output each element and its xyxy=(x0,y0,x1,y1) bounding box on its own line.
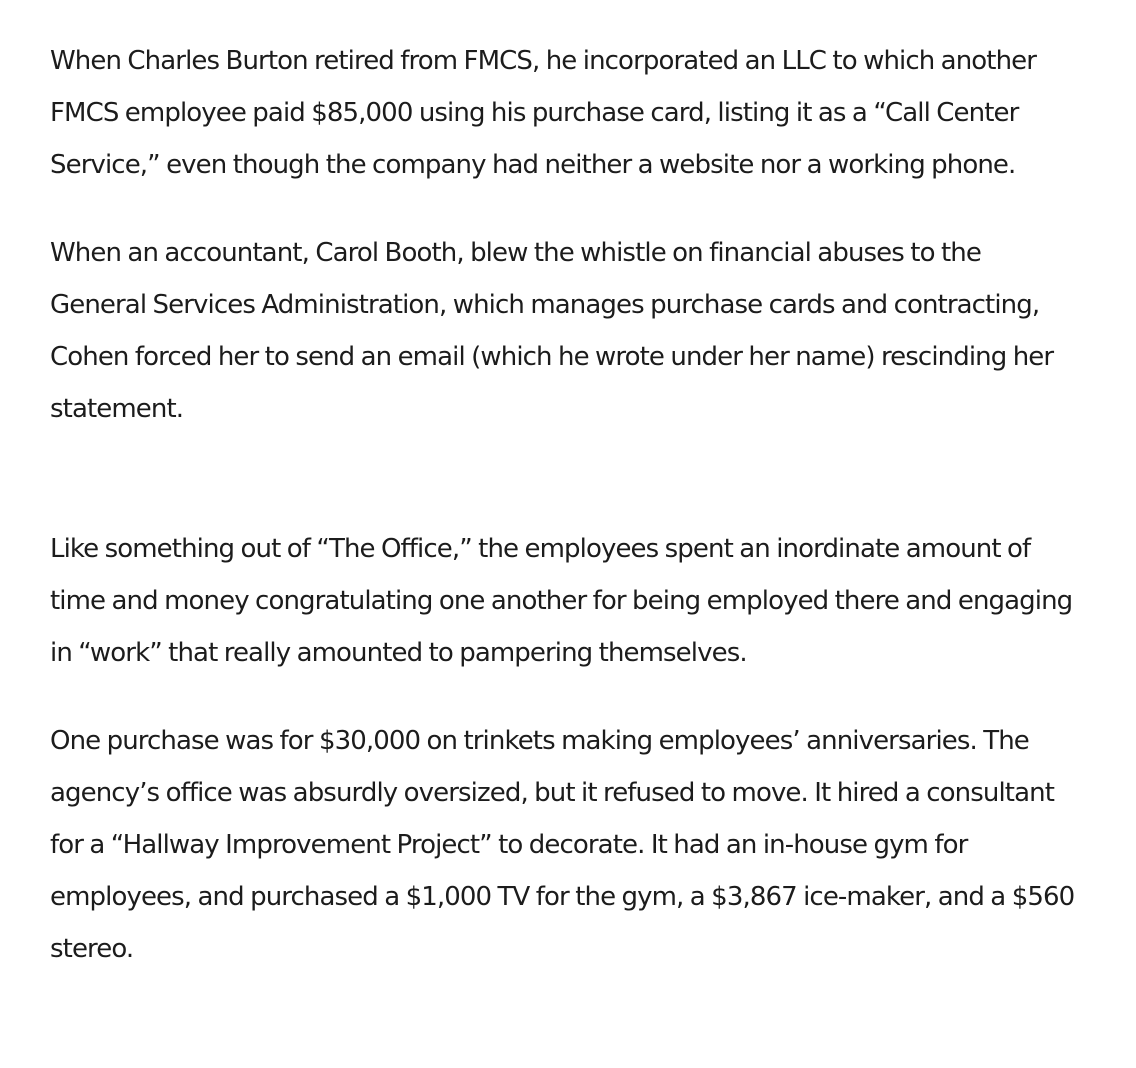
paragraph-purchases: One purchase was for $30,000 on trinkets making employees’ anniversaries. The agency’s office was absurdly oversized, but it refused to move. It hired a consultant for a “Hallway Improvement Project” to decorate. It had an in-house gym for employees, and purchased a $1,000 TV for the gym, a $3,867 ice-maker, and a $560 stereo. xyxy=(50,726,1075,964)
paragraph-burton-llc: When Charles Burton retired from FMCS, he incorporated an LLC to which another FMCS employee paid $85,000 using his purchase card, listing it as a “Call Center Service,” even though the company had neither a website nor a working phone. xyxy=(50,46,1037,180)
paragraph-whistleblower: When an accountant, Carol Booth, blew the whistle on financial abuses to the General Services Administration, which manages purchase cards and contracting, Cohen forced her to send an email (which he wrote under her name) rescinding her statement. xyxy=(50,238,1054,424)
paragraph-the-office: Like something out of “The Office,” the employees spent an inordinate amount of time and money congratulating one another for being employed there and engaging in “work” that really amounted to pampering themselves. xyxy=(50,534,1073,668)
article-body xyxy=(50,35,1080,975)
